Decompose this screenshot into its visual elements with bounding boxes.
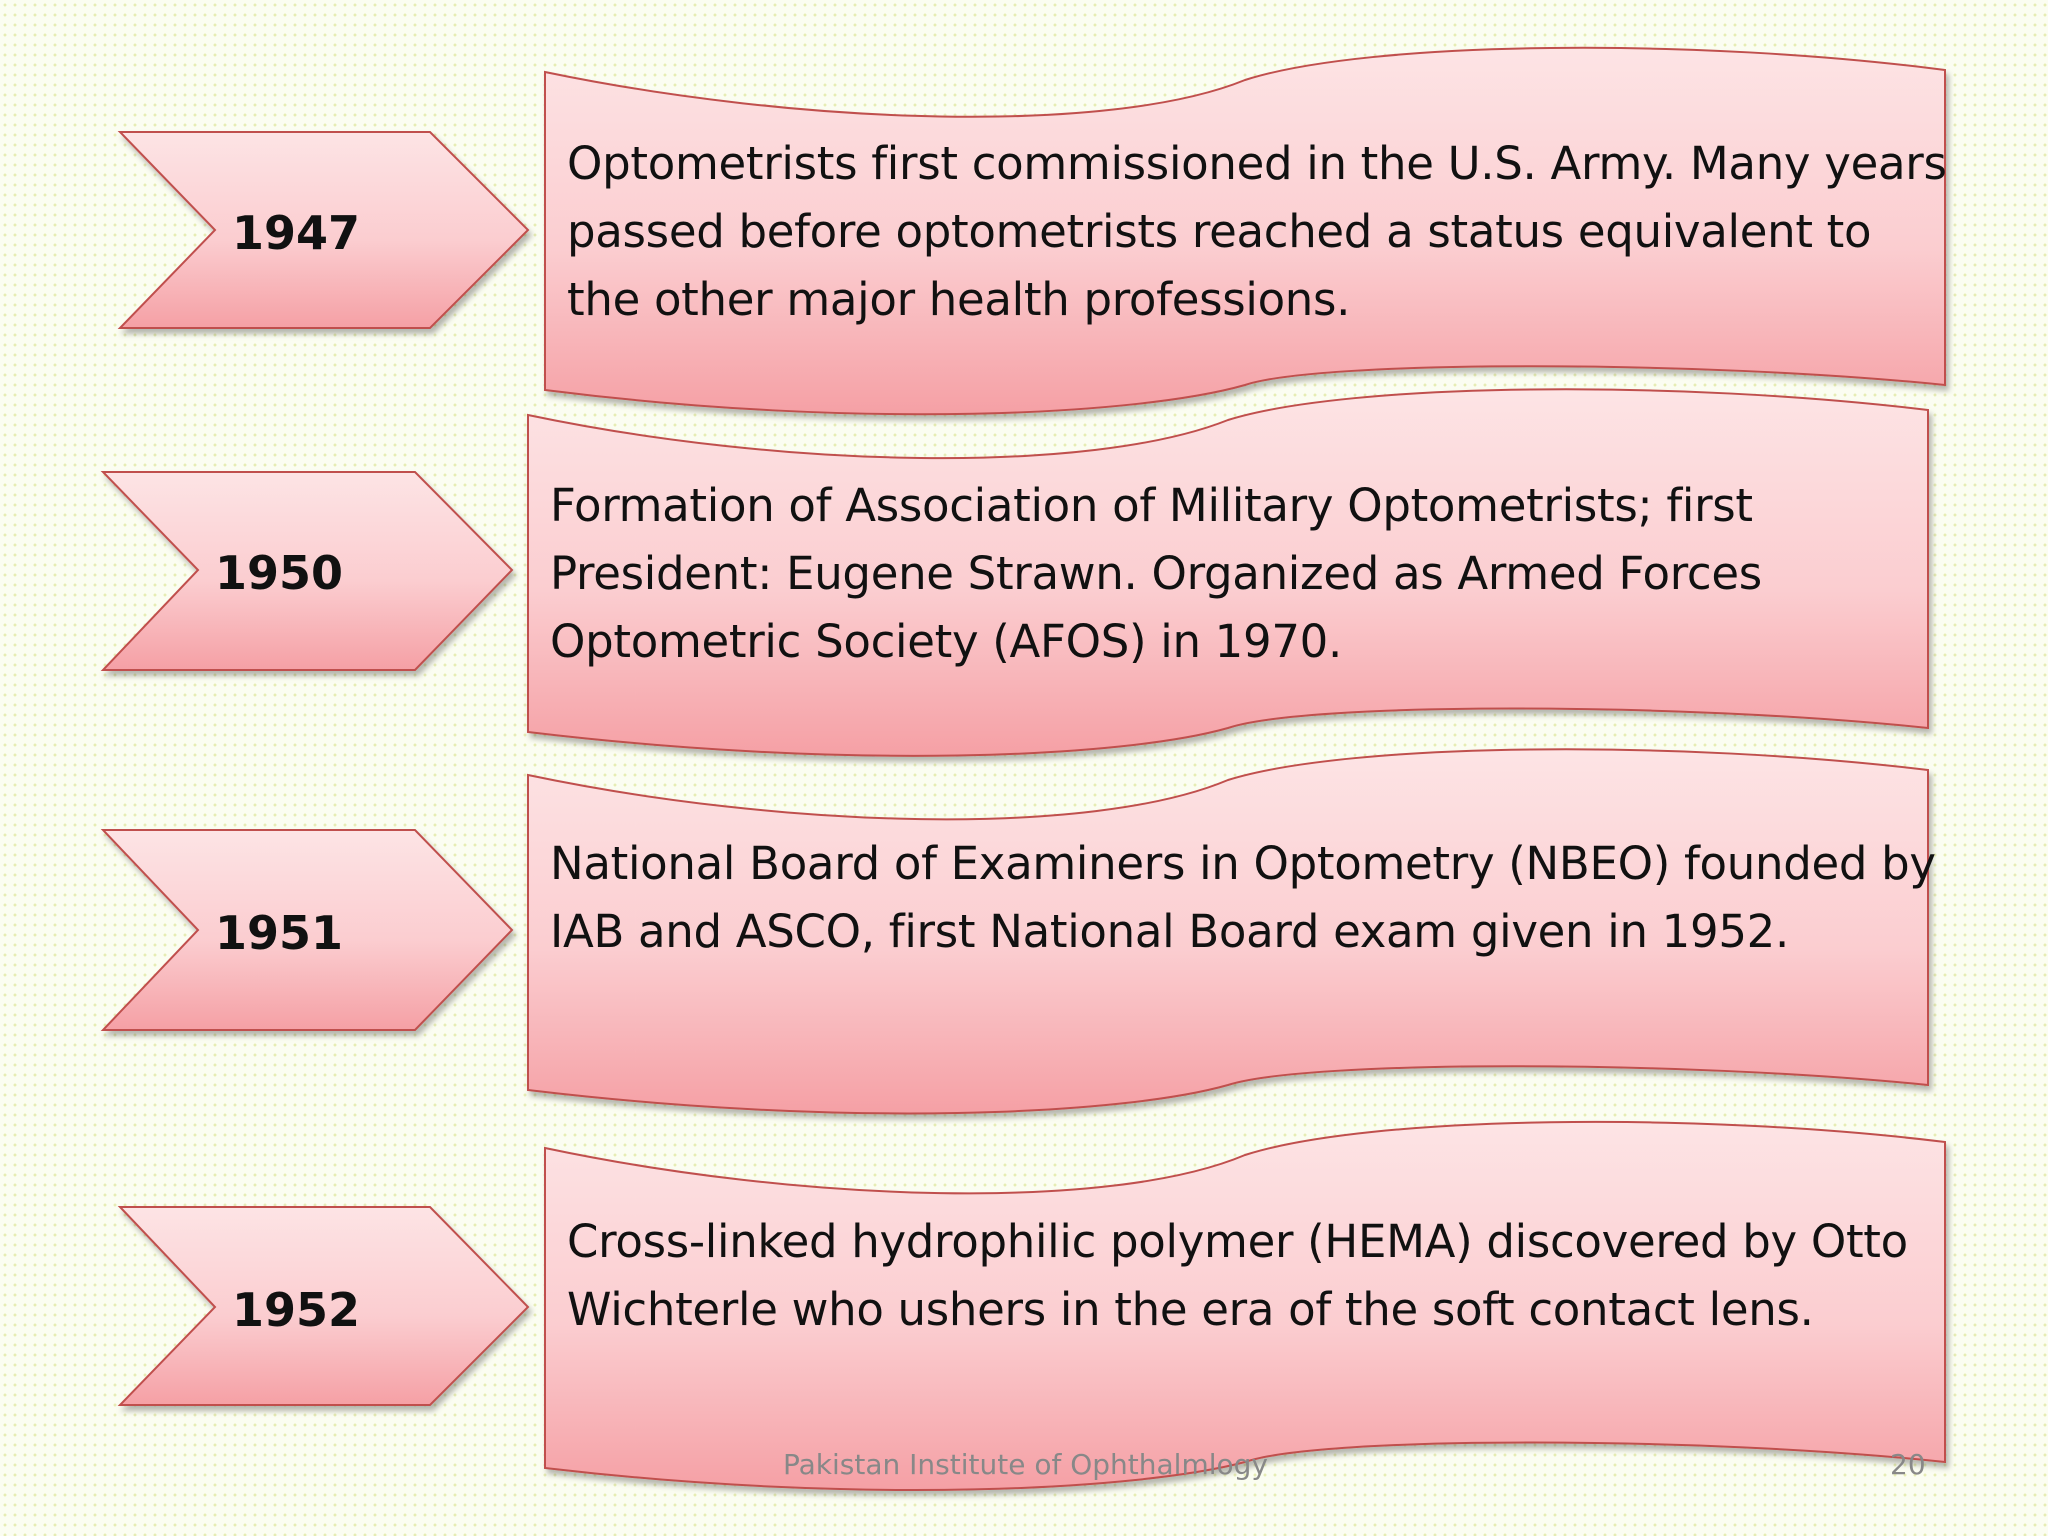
event-description-1951: National Board of Examiners in Optometry (NBEO) founded by IAB and ASCO, first National Board exam given in 1952. (550, 837, 1936, 958)
page-number: 20 (1890, 1448, 1926, 1481)
event-description-1952: Cross-linked hydrophilic polymer (HEMA) discovered by Otto Wichterle who ushers in the era of the soft contact lens. (567, 1215, 1908, 1336)
event-description-1947: Optometrists first commissioned in the U.S. Army. Many years passed before optometrists reached a status equivalent to the other major health professions. (567, 137, 1947, 326)
year-label-1951: 1951 (214, 906, 344, 960)
year-label-1952: 1952 (231, 1283, 361, 1337)
event-description-1950: Formation of Association of Military Optometrists; first President: Eugene Strawn. Organized as Armed Forces Optometric Society (AFOS) in 1970. (550, 479, 1762, 668)
year-label-1950: 1950 (214, 546, 344, 600)
year-label-1947: 1947 (231, 206, 361, 260)
footer-text: Pakistan Institute of Ophthalmlogy (783, 1448, 1268, 1481)
